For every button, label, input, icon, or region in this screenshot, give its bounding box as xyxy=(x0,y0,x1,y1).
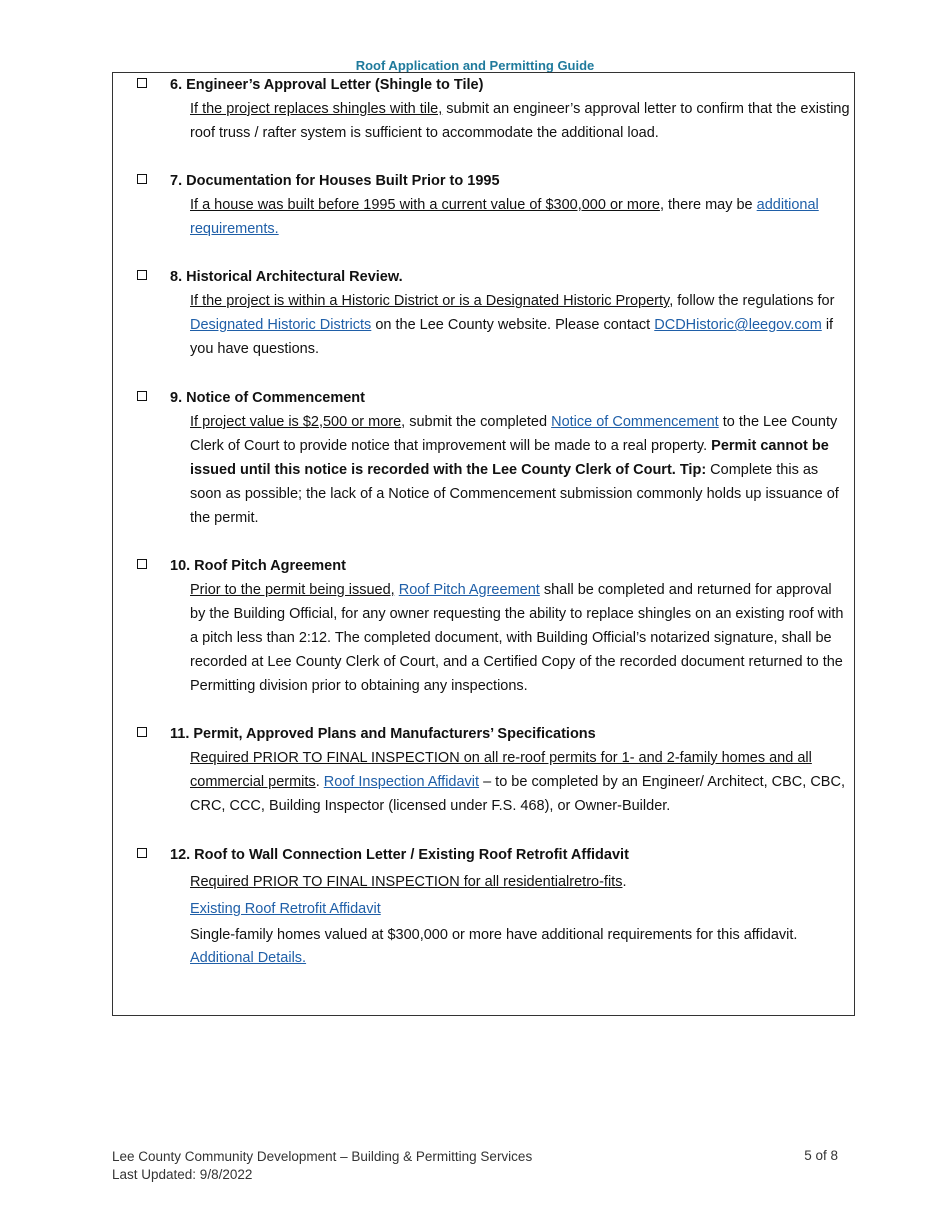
designated-historic-districts-link[interactable]: Designated Historic Districts xyxy=(190,317,372,333)
item-9-text-1: , submit the completed xyxy=(401,414,552,430)
footer-updated: Last Updated: 9/8/2022 xyxy=(112,1167,253,1182)
item-8-text-1: , follow the regulations for xyxy=(669,293,835,309)
item-12-body xyxy=(190,870,850,970)
item-6-text: submit an engineer’s approval letter to confirm that the existing roof truss / rafter system is sufficient to accommodate the additional load. xyxy=(190,101,850,141)
item-10-condition: Prior to the permit being issued, xyxy=(190,582,395,598)
item-11-condition: Required PRIOR TO FINAL INSPECTION on all re-roof permits for 1- and 2-family homes and all commercial permits xyxy=(190,750,812,790)
item-8-text-3: if you have questions. xyxy=(190,317,834,357)
item-9-warning: Permit cannot be issued until this notice is recorded with the Lee County Clerk of Court. Tip: xyxy=(190,438,829,478)
item-10-text: shall be completed and returned for approval by the Building Official, for any owner requesting the ability to replace shingles on an existing roof with a pitch less than 2:12. The completed document, with Building Official’s notarized signature, shall be recorded at Lee County Clerk of Court, and a Certified Copy of the recorded document returned to the Permitting division prior to obtaining any inspections. xyxy=(190,582,844,694)
item-9-title: 9. Notice of Commencement xyxy=(170,390,365,406)
item-10-body xyxy=(190,578,850,698)
item-7-condition: If a house was built before 1995 with a current value of $300,000 or more xyxy=(190,197,660,213)
notice-of-commencement-link[interactable]: Notice of Commencement xyxy=(551,414,719,430)
item-9-condition: If project value is $2,500 or more xyxy=(190,414,402,430)
item-8-condition: If the project is within a Historic District or is a Designated Historic Property xyxy=(190,293,670,309)
checkbox-item-7[interactable] xyxy=(137,174,147,184)
item-11-text-1: . xyxy=(315,774,324,790)
item-8-title: 8. Historical Architectural Review. xyxy=(170,269,403,285)
item-9-body xyxy=(190,410,850,530)
page-header-title: Roof Application and Permitting Guide xyxy=(355,58,595,73)
footer-org: Lee County Community Development – Building & Permitting Services xyxy=(112,1149,533,1164)
item-12-requirement xyxy=(190,870,850,894)
checklist-box xyxy=(112,72,855,1016)
checkbox-item-9[interactable] xyxy=(137,391,147,401)
checkbox-item-8[interactable] xyxy=(137,270,147,280)
item-12-details-line xyxy=(190,947,850,970)
item-8-body xyxy=(190,289,850,361)
item-7-title: 7. Documentation for Houses Built Prior to 1995 xyxy=(170,173,500,189)
checkbox-item-10[interactable] xyxy=(137,559,147,569)
item-11-body xyxy=(190,746,850,818)
page-number: 5 of 8 xyxy=(804,1148,838,1163)
item-11-text-2: – to be completed by an Engineer/ Architect, CBC, CBC, CRC, CCC, Building Inspector (licensed under F.S. 468), or Owner-Builder. xyxy=(190,774,845,814)
item-7-text: , there may be xyxy=(659,197,757,213)
item-12-text-1: . xyxy=(622,874,627,890)
checkbox-item-12[interactable] xyxy=(137,848,147,858)
item-12-title: 12. Roof to Wall Connection Letter / Existing Roof Retrofit Affidavit xyxy=(170,847,629,863)
item-11-title: 11. Permit, Approved Plans and Manufacturers’ Specifications xyxy=(170,726,596,742)
additional-requirements-link[interactable]: additional requirements. xyxy=(190,197,819,237)
item-9-text-2: to the Lee County Clerk of Court to provide notice that improvement will be made to a real property. xyxy=(190,414,838,454)
roof-pitch-agreement-link[interactable]: Roof Pitch Agreement xyxy=(398,582,540,598)
item-12-note: Single-family homes valued at $300,000 or more have additional requirements for this affidavit. xyxy=(190,927,798,943)
item-8-text-2: on the Lee County website. Please contact xyxy=(371,317,655,333)
item-12-condition: Required PRIOR TO FINAL INSPECTION for all residentialretro-fits xyxy=(190,874,623,890)
additional-details-link[interactable]: Additional Details. xyxy=(190,950,307,966)
dcd-historic-email-link[interactable]: DCDHistoric@leegov.com xyxy=(654,317,822,333)
item-7-body xyxy=(190,193,850,241)
roof-inspection-affidavit-link[interactable]: Roof Inspection Affidavit xyxy=(323,774,480,790)
item-10-title: 10. Roof Pitch Agreement xyxy=(170,558,346,574)
checkbox-item-11[interactable] xyxy=(137,727,147,737)
item-9-text-3: Complete this as soon as possible; the lack of a Notice of Commencement submission commonly holds up issuance of the permit. xyxy=(190,462,839,526)
item-6-condition: If the project replaces shingles with tile, xyxy=(190,101,443,117)
item-12-affidavit-line xyxy=(190,897,850,921)
item-6-title: 6. Engineer’s Approval Letter (Shingle to Tile) xyxy=(170,77,484,93)
item-6-body xyxy=(190,97,850,145)
checkbox-item-6[interactable] xyxy=(137,78,147,88)
existing-roof-retrofit-affidavit-link[interactable]: Existing Roof Retrofit Affidavit xyxy=(190,901,381,917)
